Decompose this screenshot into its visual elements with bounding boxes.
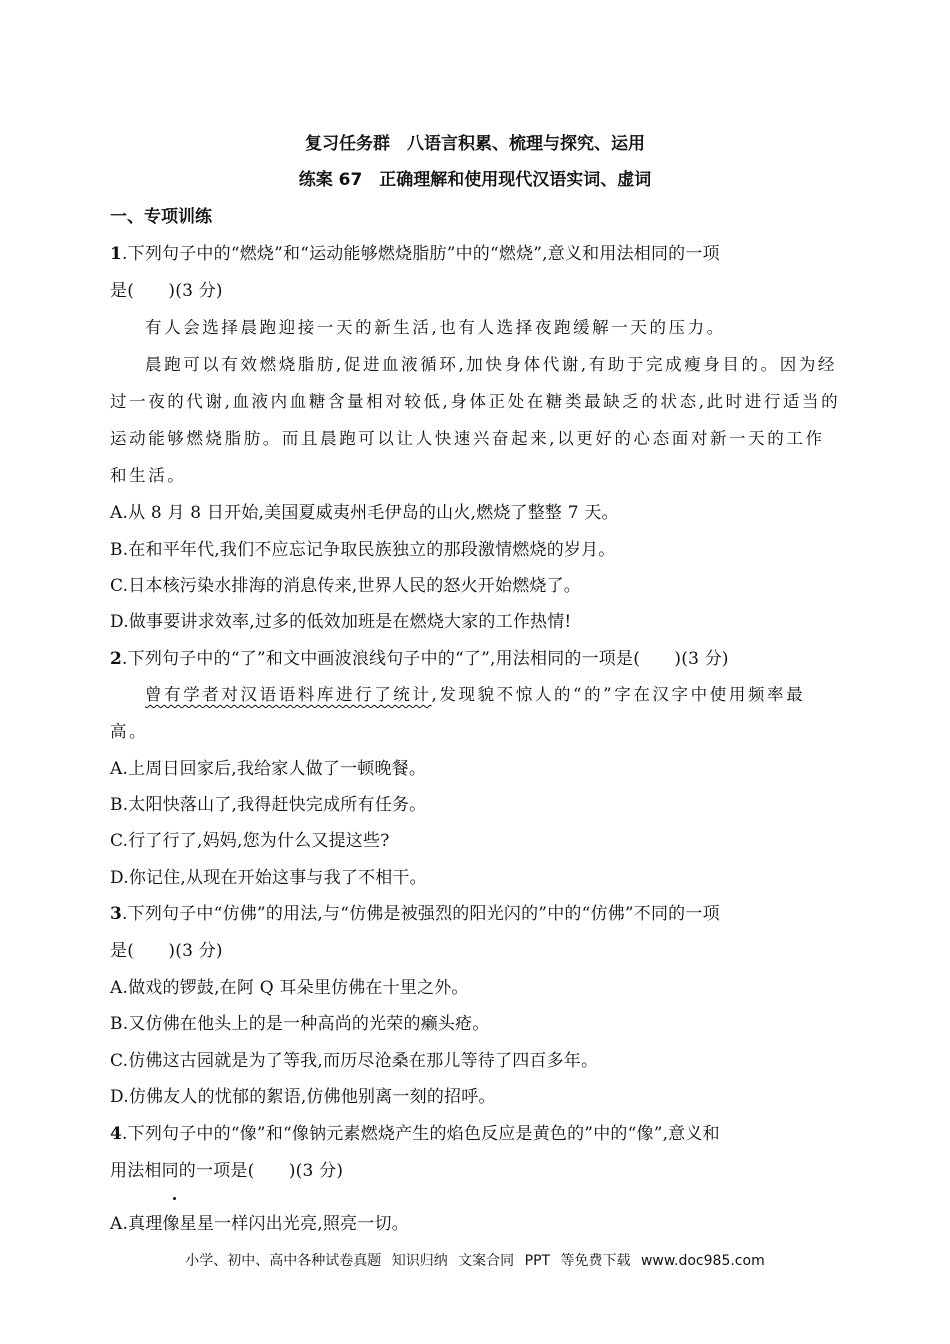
question-1-stem — [110, 239, 720, 264]
option-c: C.仿佛这古园就是为了等我,而历尽沧桑在那儿等待了四百多年。 — [110, 1051, 599, 1071]
option-b: B.太阳快落山了,我得赶快完成所有任务。 — [110, 795, 427, 815]
question-number: 2 — [110, 649, 123, 669]
passage-text: ,发现貌不惊人的“的”字在汉字中使用频率最 — [431, 685, 806, 704]
emphasis-dot — [173, 1197, 176, 1200]
option-d: D.做事要讲求效率,过多的低效加班是在燃烧大家的工作热情! — [110, 612, 572, 632]
question-4-stem — [110, 1119, 720, 1144]
option-c: C.日本核污染水排海的消息传来,世界人民的怒火开始燃烧了。 — [110, 576, 582, 596]
question-1-stem-cont: 是( )(3 分) — [110, 281, 223, 301]
option-d: D.仿佛友人的忧郁的絮语,仿佛他别离一刻的招呼。 — [110, 1087, 496, 1107]
passage-line: 有人会选择晨跑迎接一天的新生活,也有人选择夜跑缓解一天的压力。 — [145, 318, 726, 337]
passage-line: 和生活。 — [110, 466, 187, 485]
option-c: C.行了行了,妈妈,您为什么又提这些? — [110, 831, 390, 851]
section-heading: 一、专项训练 — [110, 207, 212, 227]
option-a: A.做戏的锣鼓,在阿 Q 耳朵里仿佛在十里之外。 — [110, 978, 469, 998]
option-a: A.真理像星星一样闪出光亮,照亮一切。 — [110, 1214, 409, 1234]
footer-text: 小学、初中、高中各种试卷真题 知识归纳 文案合同 PPT 等免费下载 www.doc985.com — [185, 1253, 765, 1269]
question-number: 3 — [110, 904, 123, 924]
option-a: A.上周日回家后,我给家人做了一顿晚餐。 — [110, 759, 427, 779]
question-text: .下列句子中的“像”和“像钠元素燃烧产生的焰色反应是黄色的”中的“像”,意义和 — [122, 1124, 720, 1144]
option-d: D.你记住,从现在开始这事与我了不相干。 — [110, 868, 427, 888]
question-number: 1 — [110, 244, 123, 264]
question-4-stem-cont: 用法相同的一项是( )(3 分) — [110, 1161, 344, 1181]
passage-line: 过一夜的代谢,血液内血糖含量相对较低,身体正处在糖类最缺乏的状态,此时进行适当的 — [110, 392, 841, 411]
question-text: .下列句子中“仿佛”的用法,与“仿佛是被强烈的阳光闪的”中的“仿佛”不同的一项 — [122, 904, 720, 924]
question-number: 4 — [110, 1124, 123, 1144]
passage-line: 晨跑可以有效燃烧脂肪,促进血液循环,加快身体代谢,有助于完成瘦身目的。因为经 — [145, 355, 838, 374]
option-a: A.从 8 月 8 日开始,美国夏威夷州毛伊岛的山火,燃烧了整整 7 天。 — [110, 503, 619, 523]
question-3-stem-cont: 是( )(3 分) — [110, 941, 223, 961]
wavy-underlined-sentence: 曾有学者对汉语语料库进行了统计 — [145, 685, 432, 704]
question-3-stem — [110, 899, 720, 924]
option-b: B.又仿佛在他头上的是一种高尚的光荣的癞头疮。 — [110, 1014, 490, 1034]
question-text: .下列句子中的“了”和文中画波浪线句子中的“了”,用法相同的一项是( )(3 分) — [122, 649, 729, 669]
passage-line: 高。 — [110, 722, 149, 741]
passage-line — [145, 681, 805, 705]
question-text: .下列句子中的“燃烧”和“运动能够燃烧脂肪”中的“燃烧”,意义和用法相同的一项 — [122, 244, 720, 264]
document-title: 复习任务群 八语言积累、梳理与探究、运用 — [305, 134, 645, 154]
option-b: B.在和平年代,我们不应忘记争取民族独立的那段激情燃烧的岁月。 — [110, 540, 616, 560]
question-2-stem — [110, 644, 729, 669]
document-subtitle: 练案 67 正确理解和使用现代汉语实词、虚词 — [298, 170, 652, 190]
passage-line: 运动能够燃烧脂肪。而且晨跑可以让人快速兴奋起来,以更好的心态面对新一天的工作 — [110, 429, 825, 448]
